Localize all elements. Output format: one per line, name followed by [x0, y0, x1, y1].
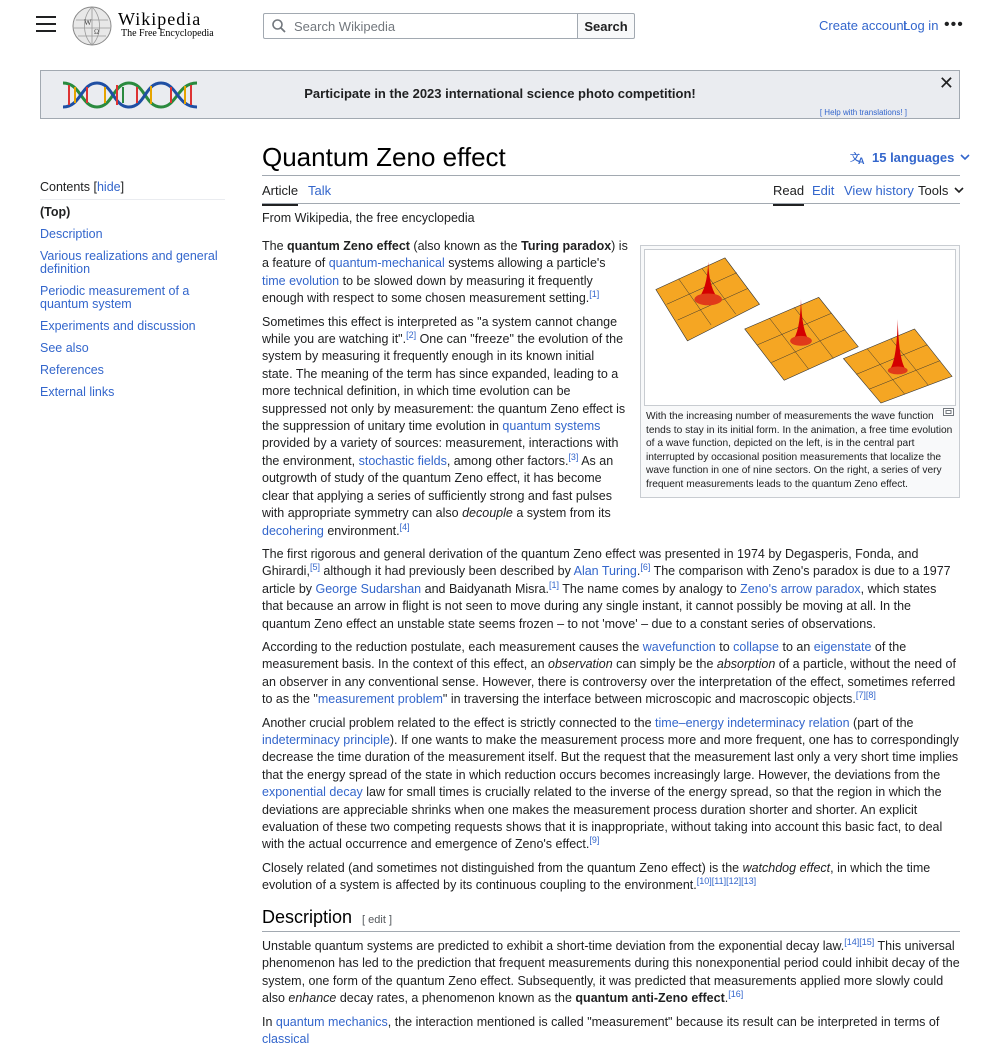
text: systems allowing a particle's: [444, 256, 606, 271]
toc-item-various-realizations[interactable]: Various realizations and general definition: [40, 249, 218, 276]
text: Closely related (and sometimes not distinguished from the quantum Zeno effect) is the: [262, 860, 743, 875]
text: to: [715, 639, 734, 654]
paragraph: [262, 715, 960, 854]
thumbnail-caption: [644, 406, 956, 494]
citation-link[interactable]: [10][11][12][13]: [696, 876, 757, 887]
tab-view-history[interactable]: View history: [844, 183, 914, 198]
italic-term: enhance: [288, 991, 337, 1006]
search-button[interactable]: Search: [577, 13, 635, 39]
citation-link[interactable]: [5]: [309, 562, 320, 573]
tab-edit[interactable]: Edit: [812, 183, 835, 198]
text: One can "freeze" the evolution of the system by measuring it frequently enough in its known initial state. The meaning of the term has since expanded, leading to a more technical definition, in which time evolution can be suppressed not only by measurement: the quantum Zeno effect is the suppression of unitary time evolution in: [262, 332, 626, 434]
article-link[interactable]: exponential decay: [262, 785, 363, 800]
tab-talk[interactable]: Talk: [308, 183, 332, 198]
paragraph: [262, 938, 960, 1008]
text: This universal phenomenon has led to the prediction that frequent measurements during this nonexponential period could inhibit decay of the system, one form of the quantum Zeno effect. Subsequently, it was predicted that measurements applied more slowly could also: [262, 939, 960, 1006]
text: of a particle, without the need of an observer in any conventional sense. However, there is controversy over the interpretation of the effect, sometimes referred to as the ": [262, 657, 956, 707]
text: In: [262, 1014, 276, 1029]
article-link[interactable]: Alan Turing: [573, 564, 637, 579]
text: " in traversing the interface between microscopic and macroscopic objects.: [442, 692, 856, 707]
hamburger-line: [36, 23, 56, 25]
citation-link[interactable]: [1]: [549, 579, 560, 590]
text: environment.: [323, 523, 400, 538]
section-heading-description: [262, 906, 960, 932]
text: , the interaction mentioned is called "measurement" because its result can be interpreted in terms of: [387, 1014, 940, 1029]
text: a system from its: [512, 506, 611, 521]
wikipedia-wordmark[interactable]: Wikipedia: [118, 9, 202, 29]
banner-help-link[interactable]: [ Help with translations! ]: [819, 108, 907, 117]
svg-text:文: 文: [850, 152, 860, 164]
toc-item-experiments[interactable]: Experiments and discussion: [40, 319, 196, 333]
text: (also known as the: [409, 239, 522, 253]
article-link[interactable]: collapse: [733, 639, 779, 654]
paragraph: [262, 546, 960, 633]
tab-article[interactable]: Article: [262, 183, 298, 206]
article-link[interactable]: quantum-mechanical: [328, 256, 445, 271]
article-link[interactable]: stochastic fields: [358, 453, 447, 468]
article-link[interactable]: quantum systems: [502, 419, 601, 434]
wikipedia-tagline: The Free Encyclopedia: [121, 28, 214, 39]
text: Unstable quantum systems are predicted to exhibit a short-time deviation from the exponential decay law.: [262, 939, 845, 954]
text: and Baidyanath Misra.: [421, 581, 549, 596]
tabs-divider: [262, 203, 960, 204]
paragraph: [262, 639, 960, 709]
article-link[interactable]: eigenstate: [813, 639, 872, 654]
hamburger-line: [36, 16, 56, 18]
toc-item-references[interactable]: References: [40, 363, 104, 377]
table-of-contents: [40, 180, 225, 408]
italic-term: decouple: [462, 506, 513, 521]
tab-tools[interactable]: [918, 183, 964, 204]
section-edit-link[interactable]: [ edit ]: [362, 913, 393, 926]
create-account-link[interactable]: Create account: [819, 18, 908, 33]
citation-link[interactable]: [4]: [399, 521, 410, 532]
citation-link[interactable]: [3]: [568, 451, 579, 462]
text: As an outgrowth of study of the quantum Zeno effect, it has become clear that applying a series of sufficiently strong and fast pulses with appropriate symmetry can also: [262, 453, 614, 521]
toc-item-periodic-measurement[interactable]: Periodic measurement of a quantum system: [40, 284, 190, 311]
search-input[interactable]: [292, 18, 562, 35]
text: although it had previously been described by: [319, 564, 574, 579]
language-count: 15 languages: [872, 150, 955, 165]
text: According to the reduction postulate, each measurement causes the: [262, 639, 643, 654]
text: The comparison with Zeno's paradox is due to a 1977 article by: [262, 564, 951, 596]
citation-link[interactable]: [16]: [728, 989, 744, 1000]
article-link[interactable]: George Sudarshan: [315, 581, 422, 596]
article-link[interactable]: classical: [262, 1032, 310, 1047]
search-box[interactable]: [263, 13, 578, 39]
log-in-link[interactable]: Log in: [903, 18, 939, 33]
text: Another crucial problem related to the effect is strictly connected to the: [262, 715, 656, 730]
grid-panel-center: [745, 297, 859, 380]
paragraph: [262, 860, 960, 895]
toc-title: Contents: [40, 180, 91, 194]
toc-item-external-links[interactable]: External links: [40, 385, 115, 399]
title-divider: [262, 175, 960, 176]
article-link[interactable]: Zeno's arrow paradox: [740, 581, 861, 596]
text: decay rates, a phenomenon known as the: [336, 991, 576, 1006]
italic-term: watchdog effect: [742, 860, 831, 875]
text: of the measurement basis. In the context of this effect, an: [262, 639, 907, 672]
wikipedia-globe-icon[interactable]: [72, 6, 112, 46]
article-link[interactable]: indeterminacy principle: [262, 732, 390, 747]
text: Sometimes this effect is interpreted as "a system cannot change while you are watching it".: [262, 314, 618, 347]
grid-panel-left: [656, 258, 760, 341]
bold-term: quantum anti-Zeno effect: [575, 991, 725, 1006]
zeno-animation-image[interactable]: [644, 249, 956, 406]
page-title: Quantum Zeno effect: [262, 142, 506, 172]
main-menu-button[interactable]: [36, 16, 56, 34]
article-link[interactable]: time–energy indeterminacy relation: [655, 715, 850, 730]
article-link[interactable]: time evolution: [262, 273, 340, 288]
text: law for small times is crucially related to the inverse of the energy spread, so that the region in which the deviations are appreciable shrinks when one makes the measurement process duration shorter and shorter. An explicit evaluation of these two competing requests shows that it is inappropriate, without taking into account this basic fact, to deal with the actual occurrence and emergence of Zeno's effect.: [262, 785, 943, 852]
citation-link[interactable]: [1]: [589, 289, 600, 300]
article-link[interactable]: quantum mechanics: [275, 1014, 388, 1029]
tools-label: Tools: [918, 183, 949, 198]
citation-link[interactable]: [2]: [406, 329, 417, 340]
text: , among other factors.: [446, 453, 569, 468]
text: The name comes by analogy to: [559, 581, 741, 596]
more-options-icon[interactable]: •••: [944, 16, 964, 33]
close-icon[interactable]: ✕: [938, 73, 954, 93]
language-button[interactable]: [850, 150, 970, 165]
banner-message[interactable]: Participate in the 2023 international science photo competition!: [304, 86, 696, 101]
article-link[interactable]: decohering: [262, 523, 324, 538]
toc-hide-link[interactable]: hide: [96, 180, 121, 194]
svg-text:Ω: Ω: [94, 28, 100, 36]
article-link[interactable]: wavefunction: [642, 639, 716, 654]
article-body: [262, 238, 960, 1054]
text: .: [636, 564, 641, 579]
italic-term: absorption: [716, 657, 776, 672]
text: , which states that because an arrow in flight is not seen to move during any single instant, it cannot possibly be moving at all. In the quantum Zeno effect an unstable state seems frozen – to not 'move' – due to a constant series of observations.: [262, 581, 937, 631]
text: can simply be the: [612, 657, 717, 672]
grid-panel-right: [843, 319, 952, 403]
toc-heading: Contents [hide]: [40, 180, 225, 200]
paragraph: [262, 1014, 960, 1049]
toc-item-see-also[interactable]: See also: [40, 341, 89, 355]
article-link[interactable]: measurement problem: [317, 692, 443, 707]
text: ). If one wants to make the measurement process more and more frequent, one has to correspondingly decrease the time duration of the measurement itself. But the request that the measurement last only a very short time implies that the energy spread of the state in which reduction occurs becomes increasingly large. However, the deviations from the: [262, 732, 959, 782]
chevron-down-icon: [954, 187, 964, 194]
section-title: Description: [262, 906, 353, 927]
svg-text:W: W: [84, 18, 92, 27]
bold-term: Turing paradox: [521, 239, 612, 253]
text: The first rigorous and general derivation of the quantum Zeno effect was presented in 1974 by Degasperis, Fonda, and Ghirardi,: [262, 546, 919, 579]
bold-term: quantum Zeno effect: [287, 239, 410, 253]
svg-text:A: A: [858, 155, 865, 165]
text: .: [724, 991, 729, 1006]
site-subtitle: From Wikipedia, the free encyclopedia: [262, 211, 475, 225]
citation-link[interactable]: [14][15]: [844, 936, 875, 947]
site-notice-banner: [40, 70, 960, 119]
caption-text: With the increasing number of measurements the wave function tends to stay in its initial form. In the animation, a free time evolution of a wave function, depicted on the left, is in the central part interrupted by occasional position measurements that localize the wave function in one of nine sectors. On the right, a series of very frequent measurements leads to the quantum Zeno effect.: [646, 411, 953, 490]
text: provided by a variety of sources: measurement, interactions with the environment,: [262, 436, 619, 468]
citation-link[interactable]: [6]: [640, 562, 651, 573]
thumbnail-figure: [640, 245, 960, 498]
text: to be slowed down by measuring it frequently enough with respect to some chosen measurement setting.: [262, 273, 593, 306]
text: , in which the time evolution of a system is affected by its continuous coupling to the environment.: [262, 860, 931, 893]
italic-term: observation: [548, 657, 613, 672]
text: to an: [779, 639, 814, 654]
citation-link[interactable]: [7][8]: [855, 690, 876, 700]
enlarge-icon[interactable]: [943, 408, 954, 416]
tab-read[interactable]: Read: [773, 183, 804, 206]
text: ) is a feature of: [262, 239, 628, 271]
text: (part of the: [849, 715, 914, 730]
search-icon: [272, 19, 286, 33]
citation-link[interactable]: [9]: [589, 835, 600, 846]
text: The: [262, 239, 288, 253]
toc-item-top[interactable]: (Top): [40, 205, 71, 219]
translate-icon: [850, 151, 866, 165]
hamburger-line: [36, 30, 56, 32]
toc-item-description[interactable]: Description: [40, 227, 103, 241]
chevron-down-icon: [960, 154, 970, 161]
